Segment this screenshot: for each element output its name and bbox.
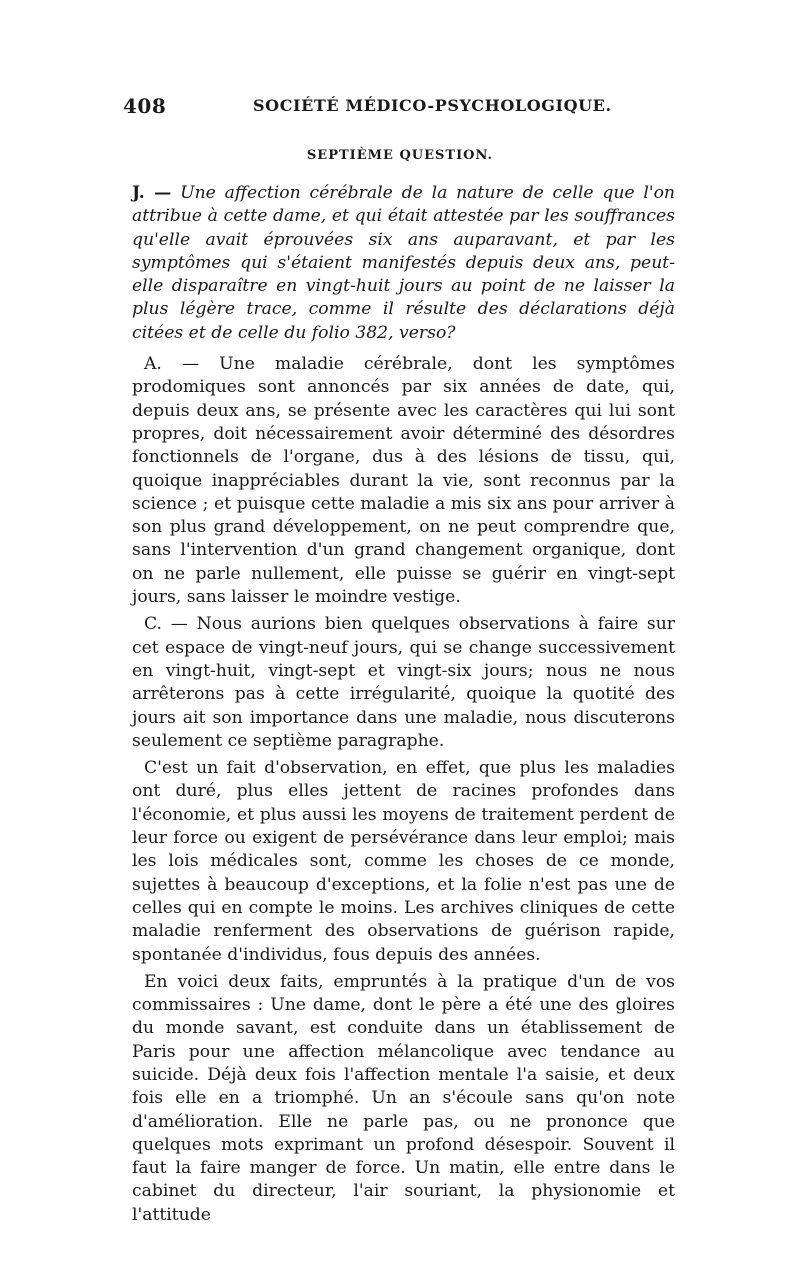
paragraph-answer-a: A. — Une maladie cérébrale, dont les symptômes prodomiques sont annoncés par six années de date, qui, depuis deux ans, se présente avec les caractères qui lui sont propres, doit nécessairement avoir déterminé des désordres fonctionnels de l'organe, dus à des lésions de tissu, qui, quoique inappréciables durant la vie, sont reconnus par la science ; et puisque cette maladie a mis six ans pour arriver à son plus grand développement, on ne peut comprendre que, sans l'intervention d'un grand changement organique, dont on ne parle nullement, elle puisse se guérir en vingt-sept jours, sans laisser le moindre vestige. [132,354,675,608]
paragraph-examples: En voici deux faits, empruntés à la pratique d'un de vos commissaires : Une dame, dont le père a été une des gloires du monde savant, est conduite dans un établissement de Paris pour une affection mélancolique avec tendance au suicide. Déjà deux fois l'affection mentale l'a saisie, et deux fois elle en a triomphé. Un an s'écoule sans qu'on note d'amélioration. Elle ne parle pas, ou ne prononce que quelques mots exprimant un profond désespoir. Souvent il faut la faire manger de force. Un matin, elle entre dans le cabinet du directeur, l'air souriant, la physionomie et l'attitude [132,971,675,1225]
body-text [132,182,675,1231]
paragraph-observation: C'est un fait d'observation, en effet, que plus les maladies ont duré, plus elles jettent de racines profondes dans l'économie, et plus aussi les moyens de traitement perdent de leur force ou exigent de persévérance dans leur emploi; mais les lois médicales sont, comme les choses de ce monde, sujettes à beaucoup d'exceptions, et la folie n'est pas une de celles qui en compte le moins. Les archives cliniques de cette maladie renferment des observations de guérison rapide, spontanée d'individus, fous depuis des années. [132,758,675,965]
page-header [123,94,675,120]
page-number: 408 [123,94,167,118]
question-text: Une affection cérébrale de la nature de celle que l'on attribue à cette dame, et qui était attestée par les souffrances qu'elle avait éprouvées six ans auparavant, et par les symptômes qui s'étaient manifestés depuis deux ans, peut-elle disparaître en vingt-huit jours au point de ne laisser la plus légère trace, comme il résulte des déclarations déjà citées et de celle du folio 382, verso? [132,183,676,343]
question-speaker: J. — [132,183,172,203]
section-title: SEPTIÈME QUESTION. [306,148,494,163]
paragraph-answer-c: C. — Nous aurions bien quelques observations à faire sur cet espace de vingt-neuf jours, qui se change successivement en vingt-huit, vingt-sept et vingt-six jours; nous ne nous arrêterons pas à cette irrégularité, quoique la quotité des jours ait son importance dans une maladie, nous discuterons seulement ce septième paragraphe. [132,614,675,751]
question-paragraph [132,182,675,345]
running-title: SOCIÉTÉ MÉDICO-PSYCHOLOGIQUE. [253,96,612,115]
